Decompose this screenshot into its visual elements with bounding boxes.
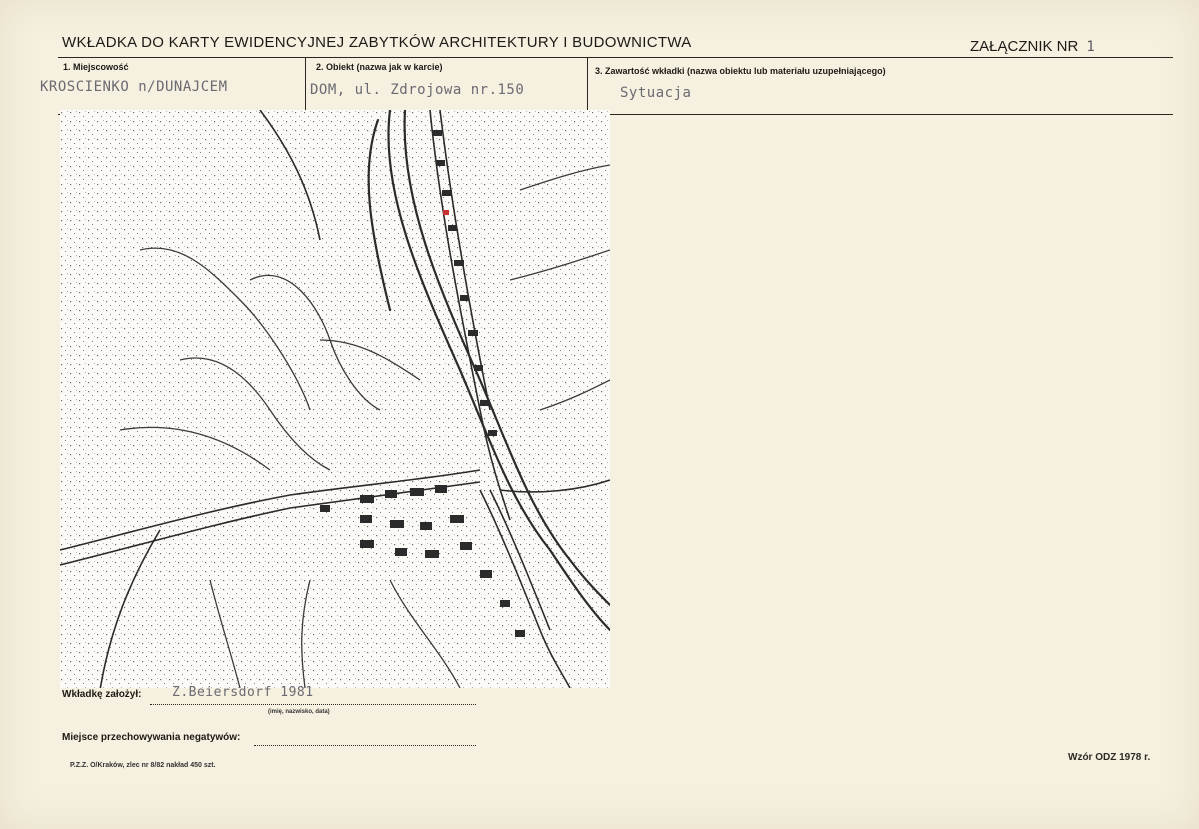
content-label: 3. Zawartość wkładki (nazwa obiektu lub materiału uzupełniającego) [595,66,886,76]
sheet-title: WKŁADKA DO KARTY EWIDENCYJNEJ ZABYTKÓW ARCHITEKTURY I BUDOWNICTWA [62,34,692,51]
cell-divider-1 [305,57,306,114]
founded-by-value: Z.Beiersdorf 1981 [172,685,314,700]
founded-by-label: Wkładkę założył: [62,689,142,700]
printer-note: P.Z.Z. O/Kraków, zlec nr 8/82 nakład 450 szt. [70,762,216,769]
negatives-label: Miejsce przechowywania negatywów: [62,732,241,743]
annex-number-value: 1 [1086,39,1095,55]
object-value: DOM, ul. Zdrojowa nr.150 [310,82,525,98]
header-rule-top [58,57,1173,58]
object-location-marker [443,210,449,215]
negatives-line [254,745,476,746]
locality-label: 1. Miejscowość [63,62,129,72]
site-map-drawing [60,110,610,688]
annex-number [970,38,1095,55]
cell-divider-2 [587,57,588,114]
founded-by-line [150,704,476,705]
founded-by-caption: (imię, nazwisko, data) [268,709,330,715]
locality-value: KROSCIENKO n/DUNAJCEM [40,79,228,95]
object-label: 2. Obiekt (nazwa jak w karcie) [316,62,443,72]
annex-label: ZAŁĄCZNIK NR [970,38,1079,55]
content-value: Sytuacja [620,85,692,101]
site-map [60,110,610,688]
form-model: Wzór ODZ 1978 r. [1068,752,1151,763]
